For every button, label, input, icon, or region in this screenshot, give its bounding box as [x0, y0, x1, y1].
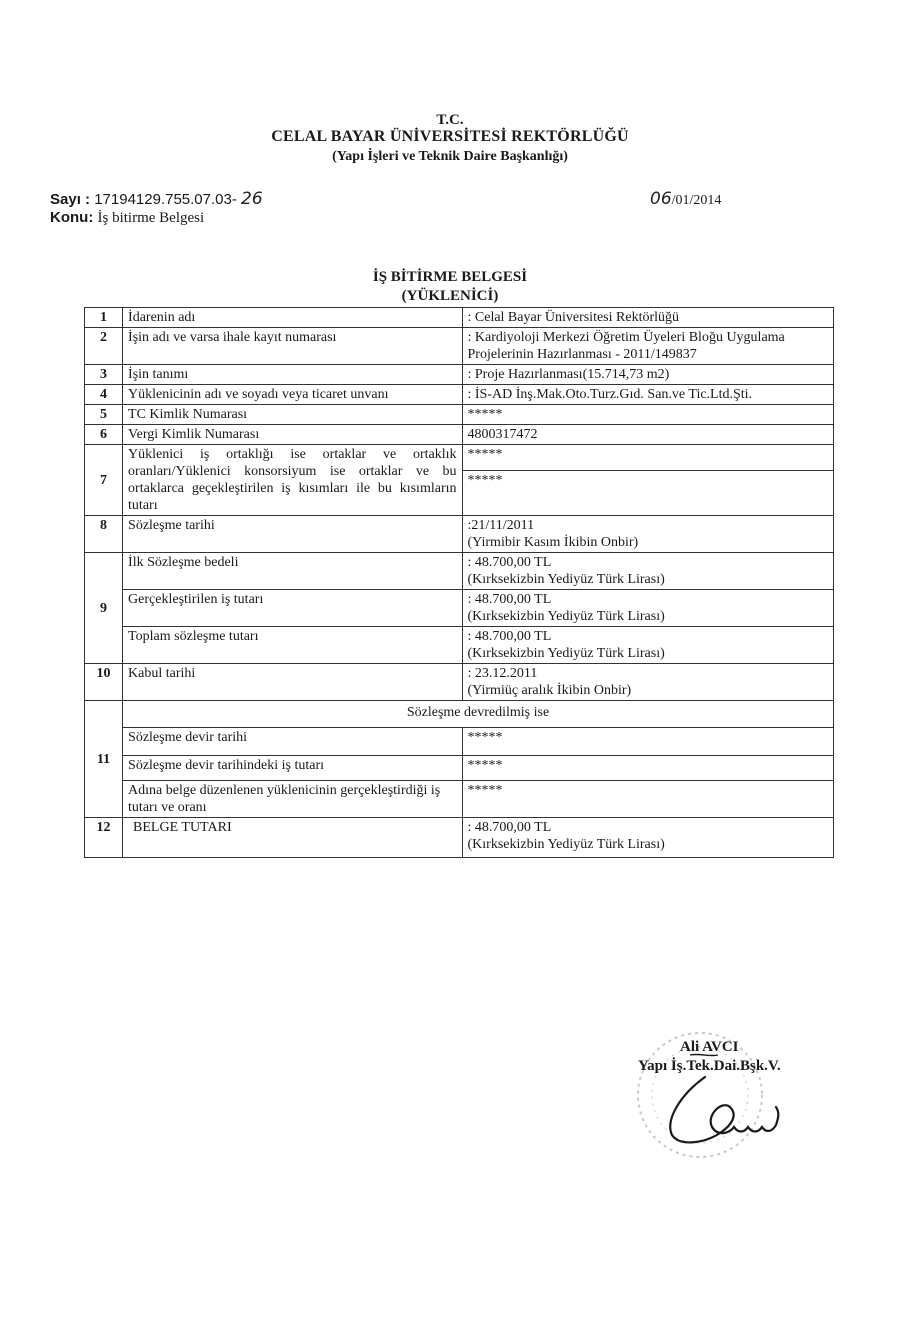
table-row [85, 425, 834, 445]
row-label: Kabul tarihi [123, 664, 462, 701]
row-value [462, 516, 834, 553]
row-label: BELGE TUTARI [123, 818, 462, 858]
row-label: Adına belge düzenlenen yüklenicinin gerçekleştirdiği iş tutarı ve oranı [123, 781, 462, 818]
value-note: (Yirmiüç aralık İkibin Onbir) [467, 683, 632, 698]
row-value: ***** [462, 445, 834, 471]
row-value: : Proje Hazırlanması(15.714,73 m2) [462, 365, 834, 385]
row-number: 9 [85, 553, 123, 664]
row-value [462, 818, 834, 858]
table-row [85, 405, 834, 425]
certificate-table [84, 307, 834, 858]
row-section-heading: Sözleşme devredilmiş ise [123, 701, 834, 728]
sayi-handwritten: 26 [241, 189, 263, 209]
row-value [462, 553, 834, 590]
row-label: TC Kimlik Numarası [123, 405, 462, 425]
konu-label: Konu: [50, 209, 94, 226]
table-row [85, 385, 834, 405]
row-value [462, 664, 834, 701]
value-note: (Kırksekizbin Yediyüz Türk Lirası) [467, 646, 665, 661]
value-note: (Kırksekizbin Yediyüz Türk Lirası) [467, 837, 665, 852]
row-number: 6 [85, 425, 123, 445]
table-row [85, 308, 834, 328]
row-value: 4800317472 [462, 425, 834, 445]
table-row [85, 728, 834, 756]
header-department: (Yapı İşleri ve Teknik Daire Başkanlığı) [332, 149, 568, 164]
date-handwritten: 06 [650, 189, 672, 209]
sayi-label: Sayı : [50, 191, 91, 208]
row-value: : İS-AD İnş.Mak.Oto.Turz.Gıd. San.ve Tic.Ltd.Şti. [462, 385, 834, 405]
value-amount: : 48.700,00 TL [467, 592, 552, 607]
table-row [85, 627, 834, 664]
value-amount: : 23.12.2011 [467, 666, 538, 681]
row-label: Toplam sözleşme tutarı [123, 627, 462, 664]
table-row [85, 664, 834, 701]
value-note: (Kırksekizbin Yediyüz Türk Lirası) [467, 572, 665, 587]
table-row [85, 818, 834, 858]
row-number: 11 [85, 701, 123, 818]
row-value [462, 627, 834, 664]
table-row [85, 445, 834, 471]
row-value: ***** [462, 756, 834, 781]
row-number: 4 [85, 385, 123, 405]
row-label: İdarenin adı [123, 308, 462, 328]
row-number: 12 [85, 818, 123, 858]
row-number: 1 [85, 308, 123, 328]
table-row [85, 328, 834, 365]
row-number: 2 [85, 328, 123, 365]
row-value [462, 590, 834, 627]
reference-number [50, 189, 263, 209]
table-row [85, 701, 834, 728]
document-subtitle: (YÜKLENİCİ) [401, 288, 499, 304]
row-label: Sözleşme tarihi [123, 516, 462, 553]
row-label: Vergi Kimlik Numarası [123, 425, 462, 445]
value-amount: : 48.700,00 TL [467, 820, 552, 835]
value-amount: : 48.700,00 TL [467, 555, 552, 570]
subject [50, 209, 204, 227]
row-label: Gerçekleştirilen iş tutarı [123, 590, 462, 627]
row-value: ***** [462, 405, 834, 425]
document-date [650, 189, 721, 209]
value-note: (Kırksekizbin Yediyüz Türk Lirası) [467, 609, 665, 624]
row-label: Yüklenici iş ortaklığı ise ortaklar ve ortaklık oranları/Yüklenici konsorsiyum ise ortaklar ve bu ortaklarca geçekleştirilen iş kısımları ile bu kısımların tutarı [123, 445, 462, 516]
konu-value: İş bitirme Belgesi [97, 210, 205, 226]
row-value: ***** [462, 471, 834, 516]
value-amount: :21/11/2011 [467, 518, 535, 533]
header-university: CELAL BAYAR ÜNİVERSİTESİ REKTÖRLÜĞÜ [271, 128, 629, 145]
table-row [85, 516, 834, 553]
table-row [85, 590, 834, 627]
table-row [85, 553, 834, 590]
signature-block [610, 1015, 840, 1175]
row-label: Sözleşme devir tarihi [123, 728, 462, 756]
row-number: 7 [85, 445, 123, 516]
row-number: 10 [85, 664, 123, 701]
handwritten-signature-icon [610, 1015, 840, 1175]
value-note: (Yirmibir Kasım İkibin Onbir) [467, 535, 639, 550]
value-amount: : 48.700,00 TL [467, 629, 552, 644]
sayi-value: 17194129.755.07.03- [94, 191, 237, 208]
row-value: ***** [462, 728, 834, 756]
row-label: İşin tanımı [123, 365, 462, 385]
table-row [85, 781, 834, 818]
date-printed: /01/2014 [671, 193, 722, 208]
row-label: İşin adı ve varsa ihale kayıt numarası [123, 328, 462, 365]
document-title: İŞ BİTİRME BELGESİ [372, 269, 528, 285]
header-tc: T.C. [436, 112, 464, 128]
row-label: Yüklenicinin adı ve soyadı veya ticaret unvanı [123, 385, 462, 405]
table-row [85, 756, 834, 781]
signatory-name: Ali AVCI [680, 1039, 739, 1055]
row-value: : Celal Bayar Üniversitesi Rektörlüğü [462, 308, 834, 328]
row-number: 5 [85, 405, 123, 425]
table-row [85, 365, 834, 385]
row-value: : Kardiyoloji Merkezi Öğretim Üyeleri Bloğu Uygulama Projelerinin Hazırlanması - 2011/149837 [462, 328, 834, 365]
row-label: Sözleşme devir tarihindeki iş tutarı [123, 756, 462, 781]
signatory-title: Yapı İş.Tek.Dai.Bşk.V. [638, 1058, 781, 1074]
row-label: İlk Sözleşme bedeli [123, 553, 462, 590]
row-value: ***** [462, 781, 834, 818]
row-number: 3 [85, 365, 123, 385]
row-number: 8 [85, 516, 123, 553]
